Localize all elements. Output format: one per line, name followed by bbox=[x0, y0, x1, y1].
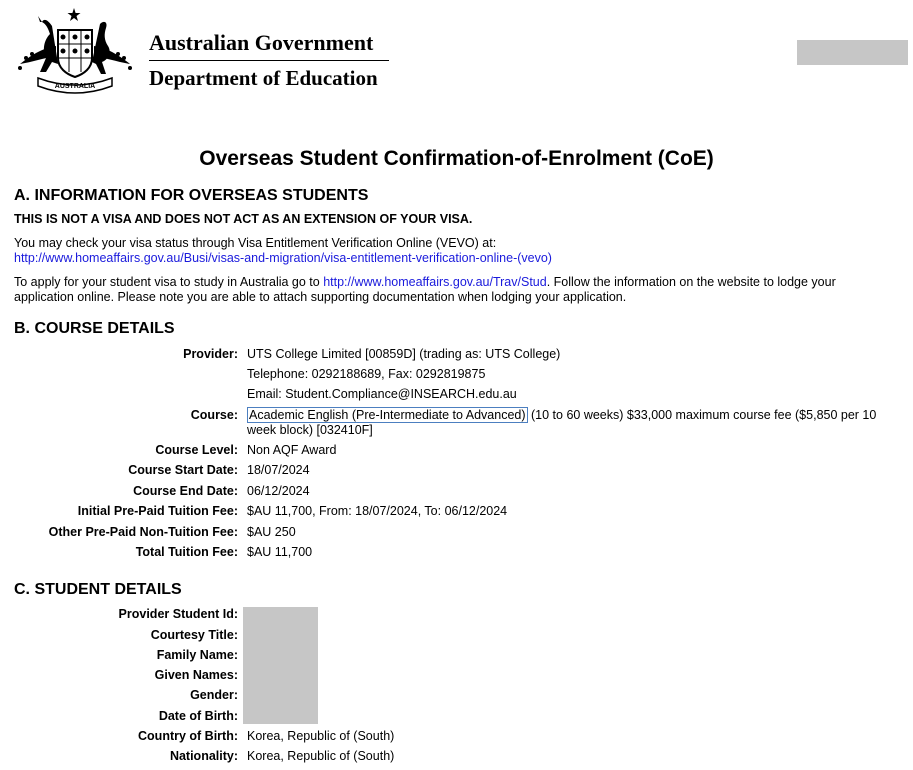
section-c-heading: C. STUDENT DETAILS bbox=[14, 581, 182, 598]
department-name: Department of Education bbox=[149, 66, 378, 90]
apply-suffix: . Follow the information on the website to lodge your bbox=[546, 275, 836, 289]
start-date-label: Course Start Date: bbox=[128, 463, 238, 477]
start-date-value: 18/07/2024 bbox=[247, 463, 310, 477]
course-label: Course: bbox=[190, 408, 238, 422]
total-fee-label: Total Tuition Fee: bbox=[135, 545, 238, 559]
end-date-value: 06/12/2024 bbox=[247, 484, 310, 498]
apply-link[interactable]: http://www.homeaffairs.gov.au/Trav/Stud bbox=[323, 275, 547, 289]
apply-prefix: To apply for your student visa to study in Australia go to bbox=[14, 275, 324, 289]
country-of-birth-value: Korea, Republic of (South) bbox=[247, 729, 395, 743]
course-value bbox=[247, 408, 902, 438]
initial-fee-value: $AU 11,700, From: 18/07/2024, To: 06/12/2024 bbox=[247, 504, 508, 518]
visa-warning: THIS IS NOT A VISA AND DOES NOT ACT AS AN EXTENSION OF YOUR VISA. bbox=[14, 212, 473, 226]
other-fee-value: $AU 250 bbox=[247, 525, 296, 539]
vevo-text: You may check your visa status through Visa Entitlement Verification Online (VEVO) at: bbox=[14, 236, 497, 250]
provider-value: UTS College Limited [00859D] (trading as: UTS College) bbox=[247, 347, 561, 361]
nationality-value: Korea, Republic of (South) bbox=[247, 749, 395, 763]
header-divider bbox=[149, 60, 389, 61]
family-name-label: Family Name: bbox=[156, 648, 238, 662]
course-name[interactable]: Academic English (Pre-Intermediate to Advanced) bbox=[249, 408, 526, 422]
provider-label: Provider: bbox=[183, 347, 238, 361]
apply-line bbox=[14, 275, 836, 290]
provider-telephone: Telephone: 0292188689, Fax: 0292819875 bbox=[247, 367, 486, 381]
crest-text: AUSTRALIA bbox=[54, 83, 96, 90]
provider-email: Email: Student.Compliance@INSEARCH.edu.au bbox=[247, 387, 517, 401]
government-branding bbox=[149, 30, 389, 91]
country-of-birth-label: Country of Birth: bbox=[138, 729, 238, 743]
apply-line-2: application online. Please note you are able to attach supporting documentation when lodging your application. bbox=[14, 290, 627, 304]
nationality-label: Nationality: bbox=[169, 749, 238, 763]
document-title: Overseas Student Confirmation-of-Enrolment (CoE) bbox=[199, 147, 714, 170]
vevo-link[interactable]: http://www.homeaffairs.gov.au/Busi/visas-and-migration/visa-entitlement-verification-online-(vevo) bbox=[14, 251, 552, 265]
gender-label: Gender: bbox=[190, 688, 238, 702]
course-details: (10 to 60 weeks) $33,000 maximum course fee ($5,850 per 10 week block) [032410F] bbox=[247, 408, 877, 437]
student-id-label: Provider Student Id: bbox=[118, 607, 238, 621]
redacted-student-details bbox=[243, 607, 318, 724]
star-icon bbox=[68, 8, 81, 21]
vevo-line bbox=[14, 251, 552, 266]
total-fee-value: $AU 11,700 bbox=[247, 545, 313, 559]
government-name: Australian Government bbox=[149, 30, 374, 55]
other-fee-label: Other Pre-Paid Non-Tuition Fee: bbox=[48, 525, 238, 539]
end-date-label: Course End Date: bbox=[133, 484, 238, 498]
courtesy-title-label: Courtesy Title: bbox=[150, 628, 238, 642]
redacted-block bbox=[797, 40, 908, 65]
section-a-heading: A. INFORMATION FOR OVERSEAS STUDENTS bbox=[14, 187, 369, 204]
course-level-value: Non AQF Award bbox=[247, 443, 337, 457]
section-b-heading: B. COURSE DETAILS bbox=[14, 320, 175, 337]
initial-fee-label: Initial Pre-Paid Tuition Fee: bbox=[77, 504, 238, 518]
course-level-label: Course Level: bbox=[155, 443, 238, 457]
coat-of-arms-icon bbox=[12, 6, 137, 98]
given-names-label: Given Names: bbox=[154, 668, 238, 682]
dob-label: Date of Birth: bbox=[158, 709, 238, 723]
